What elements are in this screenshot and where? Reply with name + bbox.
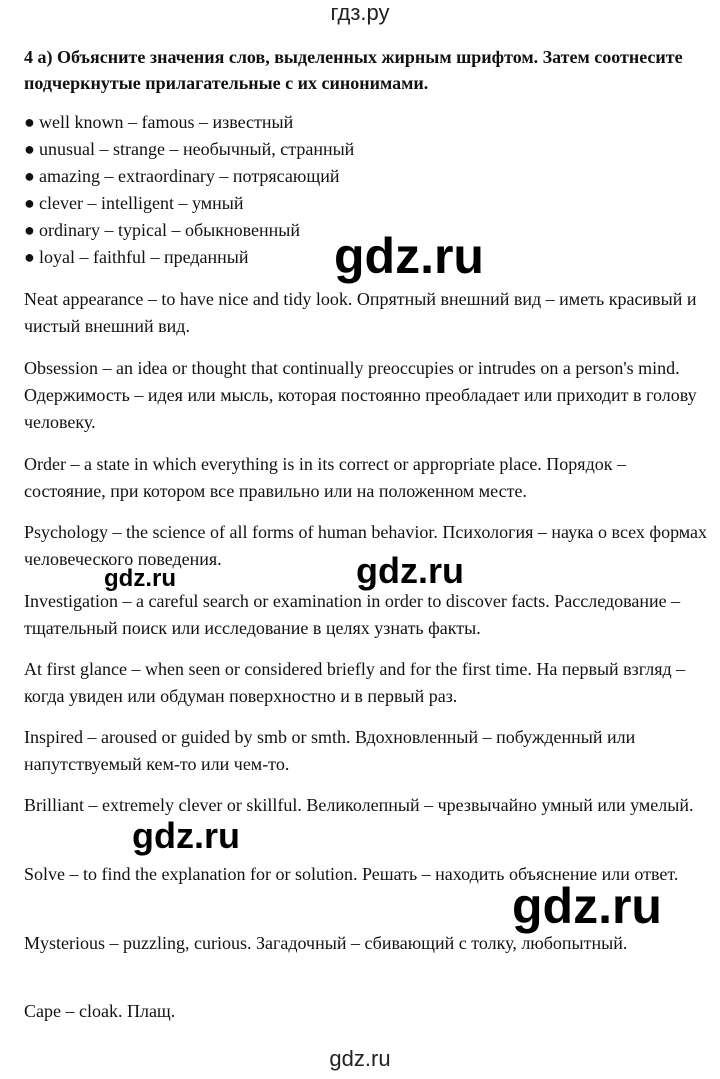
- site-header: гдз.ру: [330, 0, 390, 25]
- definition-paragraph: Cape – cloak. Плащ.: [24, 1001, 176, 1021]
- list-item-text: clever – intelligent – умный: [39, 193, 244, 213]
- definition-paragraph: Mysterious – puzzling, curious. Загадочный – сбивающий с толку, любопытный.: [24, 933, 628, 953]
- bullet-icon: ●: [24, 112, 35, 132]
- bullet-icon: ●: [24, 166, 35, 186]
- definition-paragraph: Solve – to find the explanation for or solution. Решать – находить объяснение или ответ.: [24, 864, 679, 884]
- bullet-icon: ●: [24, 139, 35, 159]
- list-item-text: loyal – faithful – преданный: [39, 247, 249, 267]
- definition-paragraph: Investigation – a careful search or examination in order to discover facts. Расследование – тщательный поиск или исследование в целях узнать факты.: [24, 591, 681, 638]
- bullet-icon: ●: [24, 247, 35, 267]
- definition-paragraph: Obsession – an idea or thought that continually preoccupies or intrudes on a person's mind. Одержимость – идея или мысль, которая постоянно преобладает или приходит в голову человеку.: [24, 358, 697, 432]
- list-item: [24, 109, 704, 136]
- list-item: [24, 190, 704, 217]
- watermark: gdz.ru: [104, 565, 176, 592]
- list-item-text: ordinary – typical – обыкновенный: [39, 220, 300, 240]
- list-item: [24, 136, 704, 163]
- list-item-text: well known – famous – известный: [39, 112, 294, 132]
- list-item-text: amazing – extraordinary – потрясающий: [39, 166, 340, 186]
- definition-paragraph: Brilliant – extremely clever or skillful. Великолепный – чрезвычайно умный или умелый.: [24, 795, 694, 815]
- definition-paragraph: Order – a state in which everything is in its correct or appropriate place. Порядок – состояние, при котором все правильно или на положенном месте.: [24, 454, 626, 501]
- definition-paragraph: Inspired – aroused or guided by smb or smth. Вдохновленный – побужденный или напутствуемый кем-то или чем-то.: [24, 727, 636, 774]
- watermark: gdz.ru: [334, 228, 484, 284]
- list-item-text: unusual – strange – необычный, странный: [39, 139, 355, 159]
- list-item: [24, 163, 704, 190]
- watermark: gdz.ru: [132, 815, 240, 856]
- site-footer: gdz.ru: [329, 1046, 391, 1071]
- watermark: gdz.ru: [356, 550, 464, 591]
- bullet-icon: ●: [24, 220, 35, 240]
- bullet-icon: ●: [24, 193, 35, 213]
- task-heading: 4 а) Объясните значения слов, выделенных жирным шрифтом. Затем соотнесите подчеркнутые прилагательные с их синонимами.: [24, 47, 683, 93]
- definition-paragraph: Neat appearance – to have nice and tidy look. Опрятный внешний вид – иметь красивый и чистый внешний вид.: [24, 289, 697, 336]
- definition-paragraph: At first glance – when seen or considered briefly and for the first time. На первый взгляд – когда увиден или обдуман поверхностно и в первый раз.: [24, 659, 686, 706]
- definition-paragraph: Psychology – the science of all forms of human behavior. Психология – наука о всех формах человеческого поведения.: [24, 522, 708, 569]
- watermark: gdz.ru: [512, 878, 662, 934]
